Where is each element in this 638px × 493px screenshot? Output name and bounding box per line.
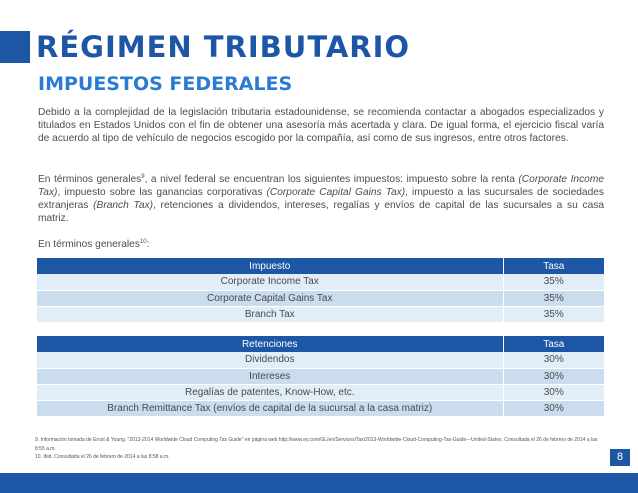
- withholding-name: Dividendos: [37, 352, 503, 368]
- header-tasa: Tasa: [503, 258, 604, 274]
- table-row: [37, 368, 604, 384]
- table-header-row: [37, 258, 604, 274]
- taxes-text-4: , impuesto a las sucursales de sociedades extranjeras: [38, 187, 604, 211]
- withholding-rate: 30%: [503, 400, 604, 416]
- withholding-name: Branch Remittance Tax (envíos de capital de la sucursal a la casa matriz): [37, 400, 503, 416]
- header-tasa: Tasa: [503, 336, 604, 352]
- header-retenciones: Retenciones: [37, 336, 503, 352]
- withholding-name: Intereses: [37, 368, 503, 384]
- withholding-rate: 30%: [503, 368, 604, 384]
- intro-paragraph: Debido a la complejidad de la legislación tributaria estadounidense, se recomienda contactar a abogados especializados y titulados en Estados Unidos con el fin de obtener una asesoría más acertada y clara. De igual forma, el ejercicio fiscal varía de acuerdo al tipo de vehículo de negocios escogido por la compañía, así como de sus ingresos, entre otros factores.: [38, 107, 604, 144]
- general-terms-line: [38, 238, 604, 251]
- taxes-table: [37, 258, 604, 323]
- tax-name: Corporate Capital Gains Tax: [37, 290, 503, 306]
- page-number: 8: [610, 449, 630, 466]
- footer-bar: [0, 473, 638, 493]
- taxes-term-capital-gains: (Corporate Capital Gains Tax): [266, 187, 406, 198]
- table-row: [37, 290, 604, 306]
- section-subtitle: IMPUESTOS FEDERALES: [38, 73, 293, 95]
- tax-name: Corporate Income Tax: [37, 274, 503, 290]
- header-impuesto: Impuesto: [37, 258, 503, 274]
- general-terms-colon: :: [146, 239, 150, 250]
- footnote-ref-9[interactable]: 9: [141, 174, 145, 180]
- table-row: [37, 400, 604, 416]
- footnote-ref-10[interactable]: 10: [139, 239, 147, 245]
- taxes-text-1: En términos generales: [38, 174, 142, 185]
- tax-rate: 35%: [503, 274, 604, 290]
- header-accent-bar: [0, 31, 30, 63]
- page-title: RÉGIMEN TRIBUTARIO: [36, 30, 411, 64]
- footnote-10: 10. Ibid. Consultada el 26 de febrero de 2014 a las 8:58 a.m.: [35, 454, 170, 460]
- taxes-paragraph: [38, 173, 604, 225]
- table-row: [37, 352, 604, 368]
- table-row: [37, 306, 604, 322]
- table-row: [37, 274, 604, 290]
- footnotes: [35, 436, 607, 462]
- taxes-text-2: , a nivel federal se encuentran los siguientes impuestos: impuesto sobre la renta: [144, 174, 519, 185]
- withholding-name: Regalías de patentes, Know-How, etc.: [37, 384, 503, 400]
- tax-name: Branch Tax: [37, 306, 503, 322]
- tax-rate: 35%: [503, 290, 604, 306]
- taxes-text-5: , retenciones a dividendos, intereses, regalías y envíos de capital de las sucursales a su casa matriz.: [38, 200, 604, 224]
- tax-rate: 35%: [503, 306, 604, 322]
- withholding-table: [37, 336, 604, 417]
- taxes-text-3: , impuesto sobre las ganancias corporativas: [57, 187, 267, 198]
- taxes-term-branch: (Branch Tax): [93, 200, 153, 211]
- taxes-term-income: (Corporate Income Tax): [38, 174, 604, 198]
- general-terms-text: En términos generales: [38, 239, 140, 250]
- withholding-rate: 30%: [503, 384, 604, 400]
- table-header-row: [37, 336, 604, 352]
- table-row: [37, 384, 604, 400]
- footnote-9: 9. Información tomada de Ernst & Young. "2013-2014 Worldwide Cloud Computing Tax Guide" en página web http://www.ey.com/GL/en/Services/Tax/2013-Worldwide-Cloud-Computing-Tax-Guide---United-States. Consultada el 26 de febrero de 2014 a las 8:55 a.m.: [35, 437, 598, 452]
- withholding-rate: 30%: [503, 352, 604, 368]
